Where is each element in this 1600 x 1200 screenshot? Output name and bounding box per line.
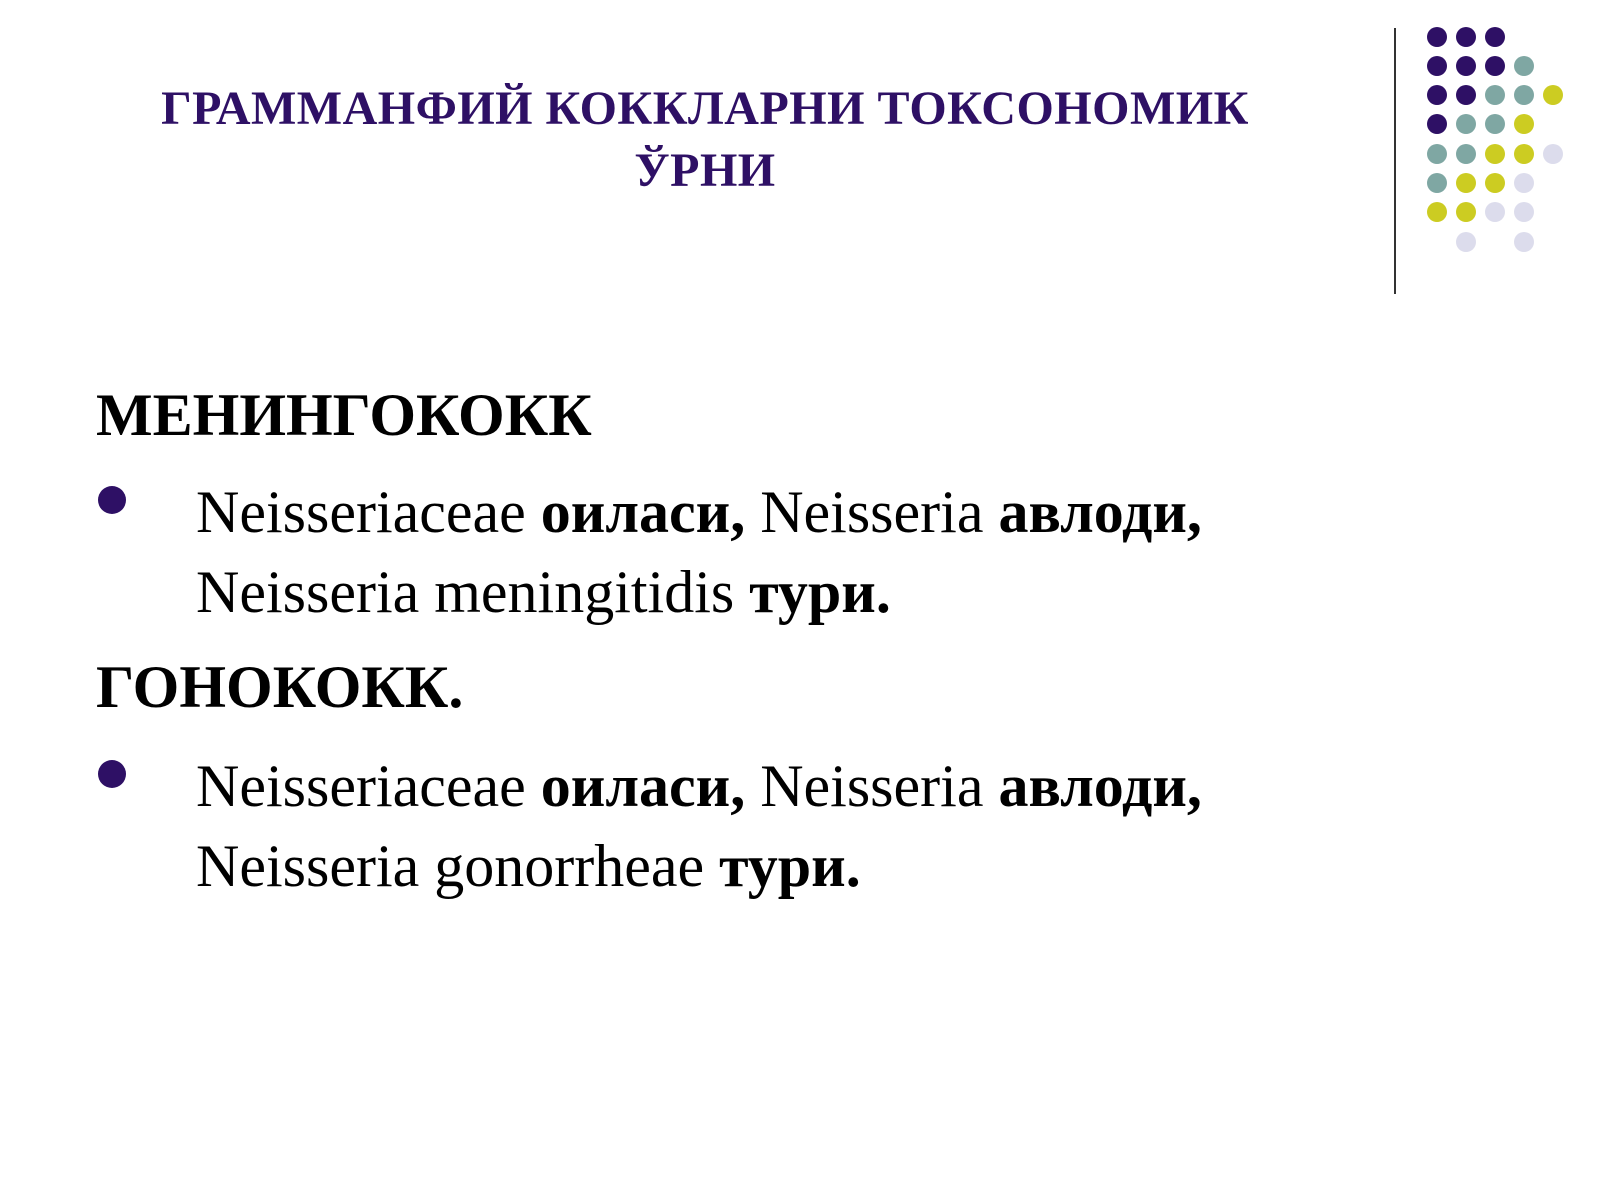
decor-dot bbox=[1427, 56, 1447, 76]
decor-dot bbox=[1427, 114, 1447, 134]
decor-dot bbox=[1514, 114, 1534, 134]
decor-dot bbox=[1514, 85, 1534, 105]
section-heading-meningococcus: МЕНИНГОКОКК bbox=[96, 382, 592, 448]
decor-dot bbox=[1514, 232, 1534, 252]
taxonomy-item-gonococcus bbox=[196, 746, 1436, 906]
decor-dot bbox=[1456, 202, 1476, 222]
text-segment: Neisseria bbox=[745, 753, 999, 819]
title-divider bbox=[1394, 28, 1396, 294]
slide-title-line-2: ЎРНИ bbox=[634, 144, 776, 197]
decor-dot bbox=[1456, 173, 1476, 193]
decor-dot bbox=[1456, 114, 1476, 134]
bullet-dot bbox=[98, 486, 126, 514]
bold-segment: тури. bbox=[749, 559, 891, 625]
decor-dot bbox=[1485, 114, 1505, 134]
decor-dot bbox=[1456, 27, 1476, 47]
decor-dot bbox=[1456, 85, 1476, 105]
decor-dot bbox=[1427, 27, 1447, 47]
bold-segment: тури. bbox=[719, 833, 861, 899]
decor-dot bbox=[1543, 144, 1563, 164]
text-segment: Neisseria bbox=[745, 479, 999, 545]
decor-dot bbox=[1485, 173, 1505, 193]
bold-segment: оиласи, bbox=[540, 753, 746, 819]
decor-dot bbox=[1456, 232, 1476, 252]
taxonomy-item-meningococcus bbox=[196, 472, 1436, 632]
decor-dot bbox=[1485, 56, 1505, 76]
decor-dot bbox=[1427, 85, 1447, 105]
text-segment: Neisseriaceae bbox=[196, 479, 541, 545]
bold-segment: авлоди, bbox=[998, 479, 1202, 545]
decor-dot bbox=[1456, 144, 1476, 164]
decor-dot bbox=[1485, 85, 1505, 105]
decor-dot bbox=[1543, 85, 1563, 105]
decor-dot bbox=[1456, 56, 1476, 76]
text-segment: Neisseria gonorrheae bbox=[196, 833, 720, 899]
decor-dot bbox=[1485, 27, 1505, 47]
decor-dot bbox=[1514, 173, 1534, 193]
slide-title-line-1: ГРАММАНФИЙ КОККЛАРНИ ТОКСОНОМИК bbox=[161, 82, 1249, 135]
bold-segment: оиласи, bbox=[540, 479, 746, 545]
text-segment: Neisseriaceae bbox=[196, 753, 541, 819]
decor-dot bbox=[1514, 144, 1534, 164]
text-segment: Neisseria meningitidis bbox=[196, 559, 750, 625]
decor-dot bbox=[1514, 202, 1534, 222]
bullet-dot bbox=[98, 760, 126, 788]
decor-dot bbox=[1514, 56, 1534, 76]
slide-title bbox=[60, 78, 1350, 202]
decor-dot bbox=[1427, 202, 1447, 222]
decor-dot bbox=[1427, 173, 1447, 193]
bold-segment: авлоди, bbox=[998, 753, 1202, 819]
decor-dot bbox=[1485, 202, 1505, 222]
decor-dot bbox=[1427, 144, 1447, 164]
section-heading-gonococcus: ГОНОКОКК. bbox=[96, 654, 464, 720]
decor-dot bbox=[1485, 144, 1505, 164]
